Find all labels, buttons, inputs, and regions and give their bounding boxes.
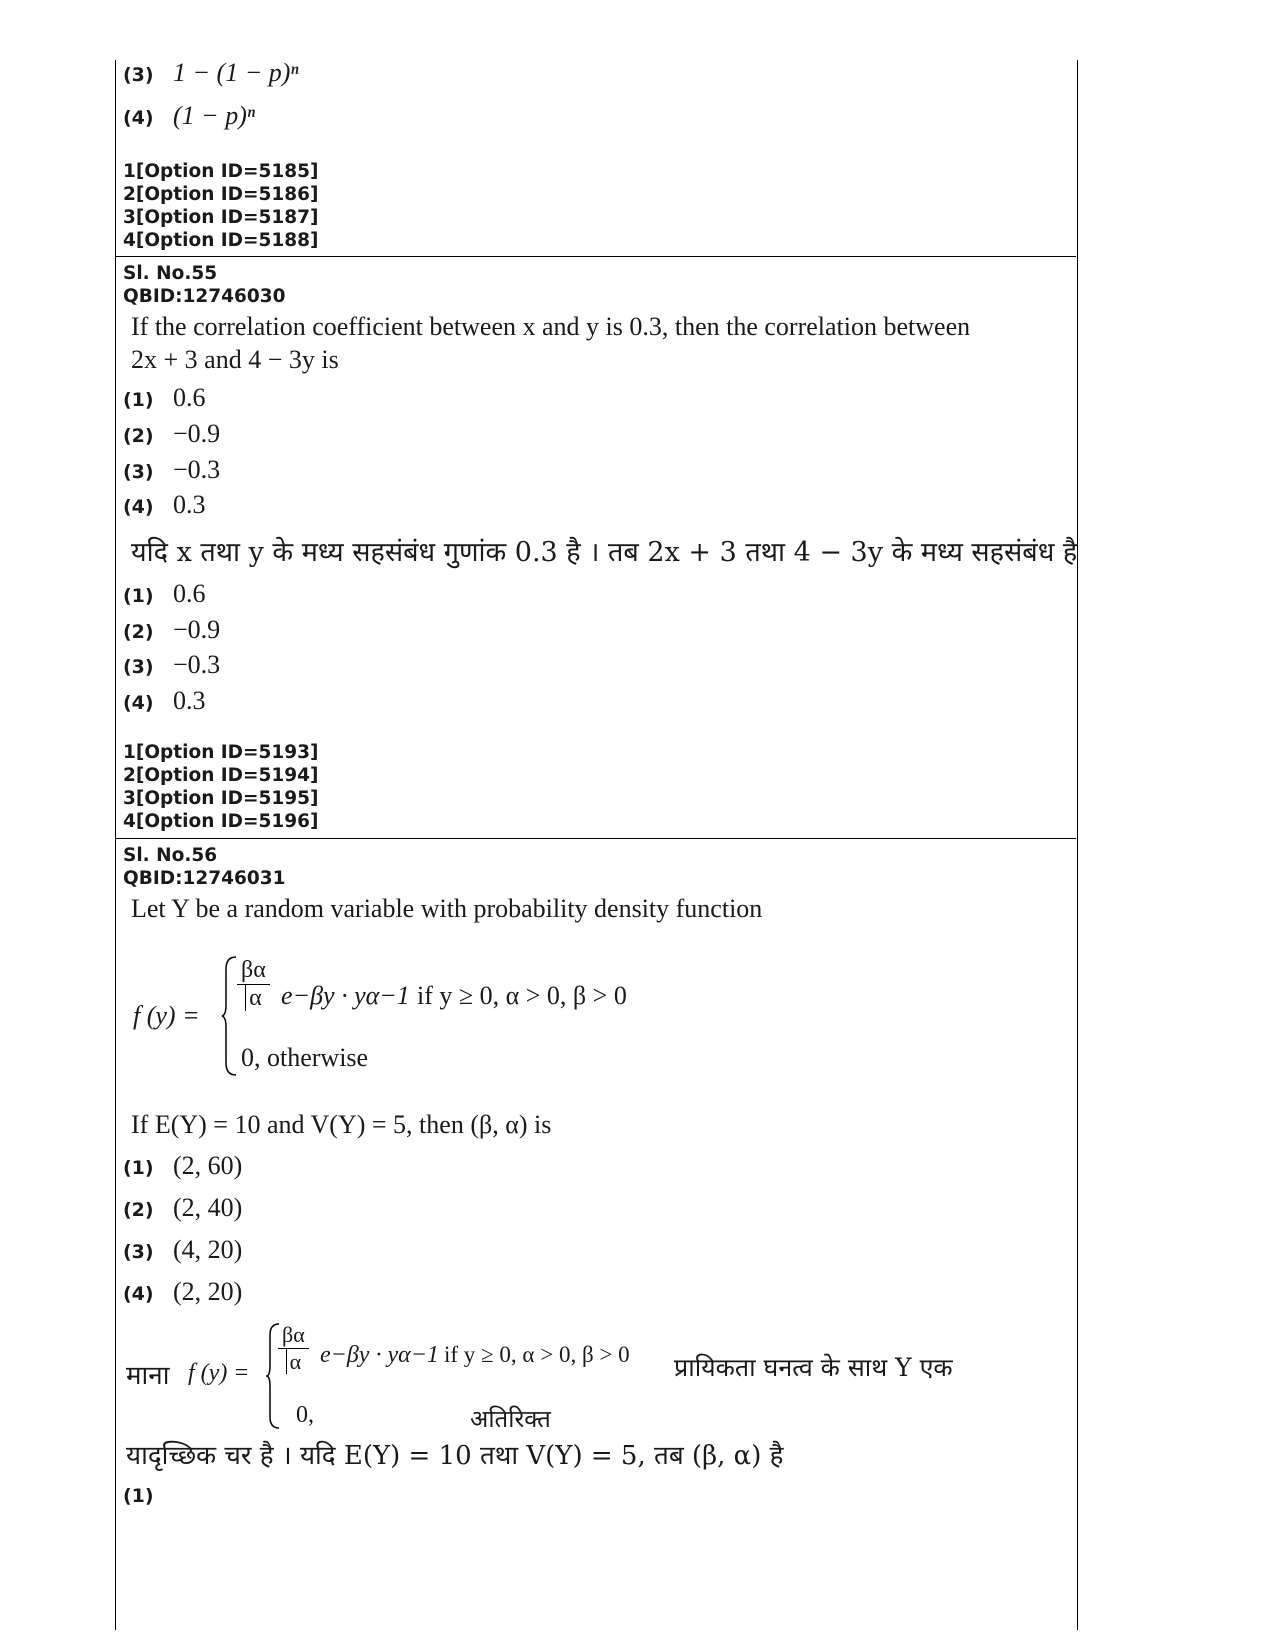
question-divider <box>115 256 1076 257</box>
question-header <box>123 262 285 308</box>
question-line: If the correlation coefficient between x and y is 0.3, then the correlation between <box>131 312 971 341</box>
option-id: 3[Option ID=5187] <box>123 207 319 228</box>
question-header <box>123 844 285 890</box>
question-line: 2x + 3 and 4 − 3y is <box>131 345 339 374</box>
option-value: (2, 40) <box>173 1193 243 1222</box>
option-row <box>123 455 220 485</box>
option-row <box>123 490 206 520</box>
question-divider <box>115 838 1076 839</box>
option-row <box>123 58 299 88</box>
option-value: 0.6 <box>173 579 206 608</box>
option-number: (3) <box>123 461 154 483</box>
serial-number: Sl. No.56 <box>123 845 218 866</box>
option-number: (1) <box>123 1485 154 1507</box>
option-id: 2[Option ID=5186] <box>123 184 319 205</box>
option-row <box>123 686 206 716</box>
hindi-pdf-formula <box>126 1322 1006 1432</box>
option-value: 1 − (1 − p)ⁿ <box>173 58 299 87</box>
option-id: 1[Option ID=5185] <box>123 161 319 182</box>
option-id: 3[Option ID=5195] <box>123 788 319 809</box>
option-id: 4[Option ID=5196] <box>123 811 319 832</box>
option-id: 4[Option ID=5188] <box>123 230 319 251</box>
option-row <box>123 1277 242 1307</box>
pdf-otherwise-word: अतिरिक्त <box>470 1405 551 1433</box>
option-value: 0.3 <box>173 490 206 519</box>
option-row <box>123 650 220 680</box>
qbid: QBID:12746030 <box>123 286 286 307</box>
question-intro: Let Y be a random variable with probability density function <box>131 894 763 923</box>
pdf-otherwise-zero: 0, <box>296 1402 314 1428</box>
option-id-list <box>123 160 319 252</box>
option-value: −0.3 <box>173 455 221 484</box>
pdf-numerator: βα <box>237 957 270 985</box>
option-id: 1[Option ID=5193] <box>123 742 319 763</box>
option-row <box>123 579 206 609</box>
option-value: −0.9 <box>173 615 221 644</box>
option-number: (4) <box>123 1283 154 1305</box>
option-value: 0.6 <box>173 383 206 412</box>
option-number: (1) <box>123 1157 154 1179</box>
option-number: (3) <box>123 656 154 678</box>
option-value: (2, 20) <box>173 1277 243 1306</box>
hindi-suffix: प्रायिकता घनत्व के साथ Y एक <box>674 1353 953 1382</box>
option-number: (3) <box>123 1241 154 1263</box>
pdf-expression: e−βy · yα−1 <box>281 981 410 1010</box>
option-id: 2[Option ID=5194] <box>123 765 319 786</box>
hindi-question-line: यादृच्छिक चर है । यदि E(Y) = 10 तथा V(Y) = 5, तब (β, α) है <box>126 1441 784 1471</box>
hindi-question-text: यदि x तथा y के मध्य सहसंबंध गुणांक 0.3 है । तब 2x + 3 तथा 4 − 3y के मध्य सहसंबंध है <box>131 537 1078 568</box>
question-text <box>131 310 970 376</box>
pdf-fraction <box>237 957 270 1012</box>
option-number: (1) <box>123 389 154 411</box>
option-row <box>123 1235 242 1265</box>
option-row <box>123 419 220 449</box>
serial-number: Sl. No.55 <box>123 263 218 284</box>
option-value: −0.9 <box>173 419 221 448</box>
option-number: (1) <box>123 585 154 607</box>
option-number: (4) <box>123 692 154 714</box>
pdf-formula <box>133 955 693 1080</box>
option-row <box>123 1485 173 1507</box>
pdf-otherwise: 0, otherwise <box>241 1043 369 1072</box>
option-row <box>123 1151 242 1181</box>
hindi-prefix: माना <box>126 1361 170 1391</box>
option-value: 0.3 <box>173 686 206 715</box>
option-value: (1 − p)ⁿ <box>173 101 256 130</box>
option-row <box>123 1193 242 1223</box>
pdf-condition: if y ≥ 0, α > 0, β > 0 <box>417 981 627 1010</box>
pdf-denominator: α <box>245 984 262 1011</box>
pdf-fraction <box>278 1322 309 1375</box>
pdf-lhs: f (y) = <box>133 1001 200 1030</box>
option-row <box>123 101 255 131</box>
option-number: (3) <box>123 64 154 86</box>
option-row <box>123 615 220 645</box>
question-given: If E(Y) = 10 and V(Y) = 5, then (β, α) is <box>131 1110 552 1139</box>
option-number: (2) <box>123 425 154 447</box>
option-row <box>123 383 206 413</box>
pdf-lhs: f (y) = <box>188 1360 250 1386</box>
option-number: (4) <box>123 107 154 129</box>
pdf-denominator: α <box>286 1348 302 1374</box>
option-number: (4) <box>123 496 154 518</box>
option-number: (2) <box>123 621 154 643</box>
option-value: (4, 20) <box>173 1235 243 1264</box>
qbid: QBID:12746031 <box>123 868 286 889</box>
pdf-condition: if y ≥ 0, α > 0, β > 0 <box>444 1342 630 1367</box>
pdf-expression: e−βy · yα−1 <box>320 1342 439 1368</box>
option-value: (2, 60) <box>173 1151 243 1180</box>
option-value: −0.3 <box>173 650 221 679</box>
option-id-list <box>123 741 319 833</box>
option-number: (2) <box>123 1199 154 1221</box>
pdf-numerator: βα <box>278 1322 309 1349</box>
